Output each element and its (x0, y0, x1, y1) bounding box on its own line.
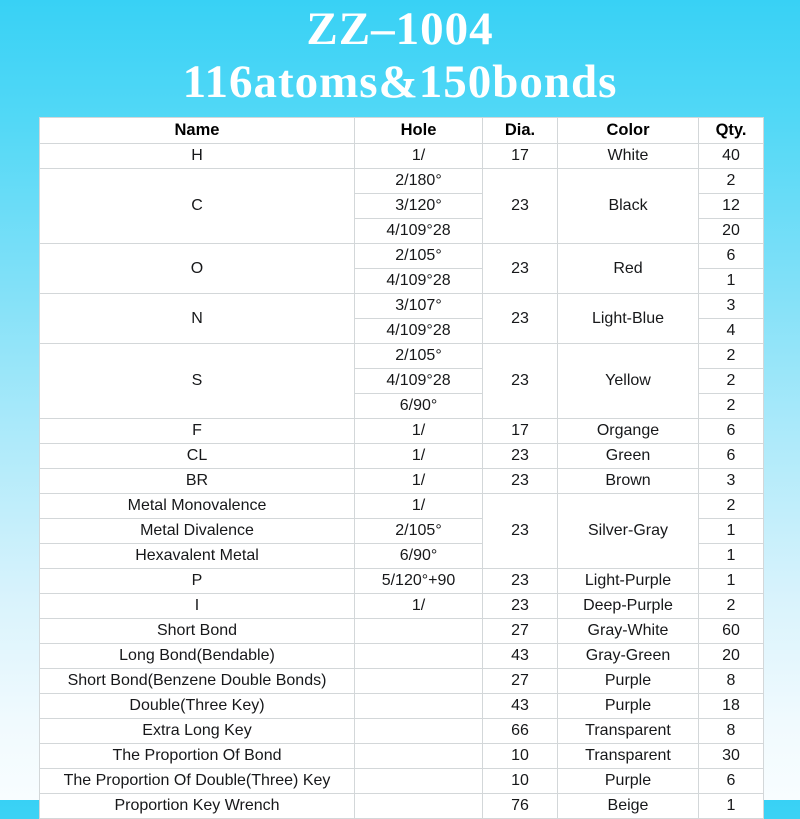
table-row (40, 344, 764, 369)
table-cell-qty: 2 (699, 169, 764, 194)
table-cell-color: Organge (558, 419, 699, 444)
table-cell-qty: 20 (699, 644, 764, 669)
spec-table (39, 117, 764, 819)
table-cell-color: Transparent (558, 719, 699, 744)
table-cell-qty: 1 (699, 569, 764, 594)
table-body (40, 144, 764, 819)
table-cell-hole (355, 619, 483, 644)
table-row (40, 569, 764, 594)
table-cell-hole: 3/120° (355, 194, 483, 219)
table-cell-name: H (40, 144, 355, 169)
column-header-name: Name (40, 118, 355, 144)
table-cell-name: CL (40, 444, 355, 469)
table-row (40, 419, 764, 444)
table-cell-dia: 23 (483, 244, 558, 294)
table-row (40, 719, 764, 744)
table-cell-name: Metal Divalence (40, 519, 355, 544)
table-cell-name: Extra Long Key (40, 719, 355, 744)
table-cell-qty: 6 (699, 419, 764, 444)
table-cell-name: Hexavalent Metal (40, 544, 355, 569)
table-cell-hole: 6/90° (355, 394, 483, 419)
table-row (40, 794, 764, 819)
table-row (40, 669, 764, 694)
table-cell-hole: 1/ (355, 594, 483, 619)
table-cell-qty: 4 (699, 319, 764, 344)
column-header-color: Color (558, 118, 699, 144)
table-cell-dia: 43 (483, 694, 558, 719)
table-cell-name: N (40, 294, 355, 344)
table-cell-name: P (40, 569, 355, 594)
table-row (40, 694, 764, 719)
table-cell-hole: 2/105° (355, 244, 483, 269)
table-cell-qty: 18 (699, 694, 764, 719)
table-cell-hole: 2/180° (355, 169, 483, 194)
table-cell-hole (355, 769, 483, 794)
table-cell-name: O (40, 244, 355, 294)
table-row (40, 494, 764, 519)
table-cell-hole: 6/90° (355, 544, 483, 569)
table-cell-name: S (40, 344, 355, 419)
table-cell-color: Red (558, 244, 699, 294)
table-cell-dia: 76 (483, 794, 558, 819)
table-cell-qty: 6 (699, 244, 764, 269)
table-cell-name: F (40, 419, 355, 444)
table-cell-dia: 27 (483, 619, 558, 644)
table-row (40, 619, 764, 644)
header-row (40, 118, 764, 144)
table-cell-hole: 1/ (355, 419, 483, 444)
table-cell-dia: 17 (483, 144, 558, 169)
table-cell-qty: 8 (699, 719, 764, 744)
table-cell-hole: 5/120°+90 (355, 569, 483, 594)
table-cell-qty: 1 (699, 794, 764, 819)
table-cell-hole (355, 719, 483, 744)
table-cell-color: Light-Blue (558, 294, 699, 344)
table-cell-color: Gray-Green (558, 644, 699, 669)
table-cell-hole: 2/105° (355, 344, 483, 369)
table-cell-color: Beige (558, 794, 699, 819)
table-cell-dia: 23 (483, 444, 558, 469)
table-cell-qty: 1 (699, 544, 764, 569)
table-cell-qty: 2 (699, 344, 764, 369)
table-cell-color: Black (558, 169, 699, 244)
table-row (40, 144, 764, 169)
table-cell-hole (355, 644, 483, 669)
column-header-qty: Qty. (699, 118, 764, 144)
table-cell-color: Transparent (558, 744, 699, 769)
table-row (40, 744, 764, 769)
table-cell-qty: 3 (699, 469, 764, 494)
table-cell-qty: 1 (699, 519, 764, 544)
table-cell-hole: 4/109°28 (355, 269, 483, 294)
table-cell-hole: 4/109°28 (355, 369, 483, 394)
table-cell-name: BR (40, 469, 355, 494)
table-cell-dia: 66 (483, 719, 558, 744)
table-row (40, 644, 764, 669)
header (0, 0, 800, 109)
table-cell-name: I (40, 594, 355, 619)
table-cell-dia: 43 (483, 644, 558, 669)
table-cell-dia: 10 (483, 769, 558, 794)
table-cell-hole (355, 744, 483, 769)
table-cell-name: Short Bond (40, 619, 355, 644)
table-cell-color: Deep-Purple (558, 594, 699, 619)
table-cell-name: Proportion Key Wrench (40, 794, 355, 819)
table-cell-qty: 6 (699, 769, 764, 794)
table-cell-qty: 6 (699, 444, 764, 469)
table-row (40, 294, 764, 319)
table-cell-qty: 1 (699, 269, 764, 294)
table-cell-color: Yellow (558, 344, 699, 419)
table-cell-name: Short Bond(Benzene Double Bonds) (40, 669, 355, 694)
table-row (40, 444, 764, 469)
table-cell-qty: 2 (699, 494, 764, 519)
table-cell-qty: 8 (699, 669, 764, 694)
table-cell-hole: 2/105° (355, 519, 483, 544)
table-cell-hole: 1/ (355, 444, 483, 469)
table-cell-qty: 2 (699, 394, 764, 419)
table-cell-qty: 20 (699, 219, 764, 244)
table-cell-color: Purple (558, 669, 699, 694)
table-cell-color: Purple (558, 769, 699, 794)
table-cell-name: Metal Monovalence (40, 494, 355, 519)
table-cell-dia: 10 (483, 744, 558, 769)
table-cell-dia: 23 (483, 594, 558, 619)
table-cell-hole: 4/109°28 (355, 219, 483, 244)
table-cell-color: Purple (558, 694, 699, 719)
column-header-hole: Hole (355, 118, 483, 144)
table-cell-qty: 60 (699, 619, 764, 644)
table-cell-dia: 23 (483, 169, 558, 244)
table-cell-hole (355, 669, 483, 694)
table-cell-hole: 3/107° (355, 294, 483, 319)
table-cell-name: The Proportion Of Double(Three) Key (40, 769, 355, 794)
table-cell-color: Brown (558, 469, 699, 494)
table-cell-hole: 1/ (355, 494, 483, 519)
table-row (40, 594, 764, 619)
table-row (40, 769, 764, 794)
table-cell-qty: 3 (699, 294, 764, 319)
table-cell-qty: 2 (699, 369, 764, 394)
table-cell-hole (355, 694, 483, 719)
table-cell-hole: 4/109°28 (355, 319, 483, 344)
table-cell-dia: 23 (483, 469, 558, 494)
table-cell-color: Light-Purple (558, 569, 699, 594)
table-cell-name: The Proportion Of Bond (40, 744, 355, 769)
table-cell-hole: 1/ (355, 144, 483, 169)
column-header-dia: Dia. (483, 118, 558, 144)
table-cell-color: Gray-White (558, 619, 699, 644)
table-cell-hole: 1/ (355, 469, 483, 494)
table-cell-qty: 30 (699, 744, 764, 769)
table-row (40, 244, 764, 269)
product-code-title: ZZ–1004 (306, 3, 494, 55)
table-cell-dia: 23 (483, 344, 558, 419)
table-cell-name: C (40, 169, 355, 244)
table-cell-name: Long Bond(Bendable) (40, 644, 355, 669)
table-cell-qty: 40 (699, 144, 764, 169)
table-cell-dia: 23 (483, 569, 558, 594)
table-cell-dia: 17 (483, 419, 558, 444)
table-cell-color: White (558, 144, 699, 169)
table-row (40, 169, 764, 194)
table-cell-dia: 23 (483, 294, 558, 344)
table-cell-name: Double(Three Key) (40, 694, 355, 719)
table-cell-color: Silver-Gray (558, 494, 699, 569)
table-cell-dia: 23 (483, 494, 558, 569)
table-cell-dia: 27 (483, 669, 558, 694)
table-row (40, 469, 764, 494)
product-contents-subtitle: 116atoms&150bonds (182, 56, 618, 108)
table-cell-hole (355, 794, 483, 819)
table-header (40, 118, 764, 144)
table-cell-qty: 2 (699, 594, 764, 619)
table-cell-color: Green (558, 444, 699, 469)
table-cell-qty: 12 (699, 194, 764, 219)
